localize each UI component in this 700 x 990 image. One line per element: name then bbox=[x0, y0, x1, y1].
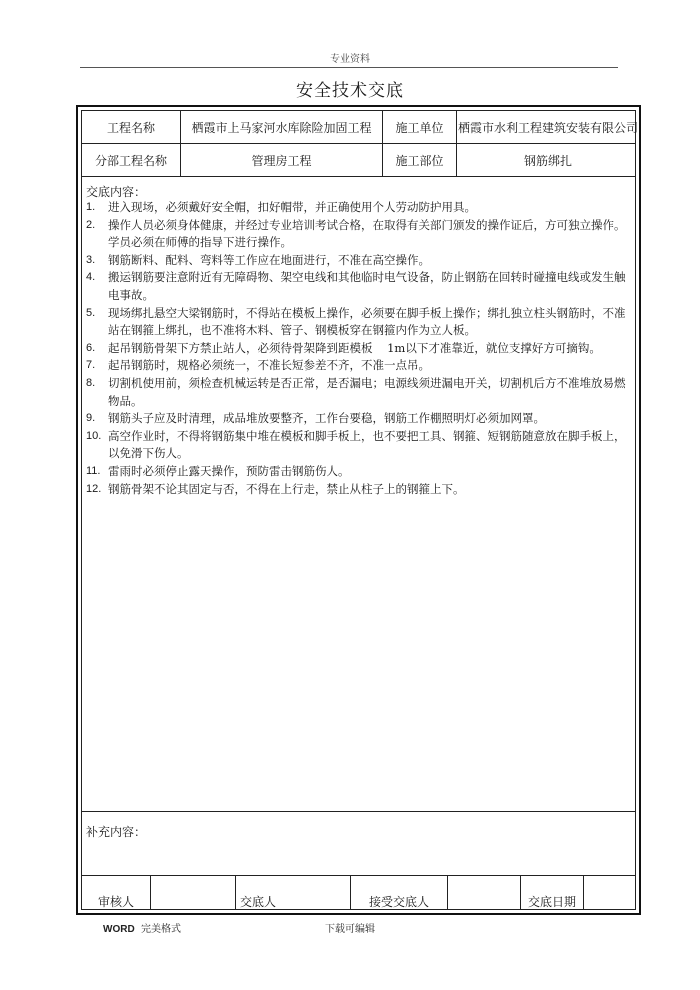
list-item bbox=[86, 252, 634, 270]
reviewer-signature-field[interactable] bbox=[151, 876, 235, 910]
receiver-signature-field[interactable] bbox=[448, 876, 520, 910]
item-text: 切割机使用前，须检查机械运转是否正常，是否漏电；电源线须进漏电开关，切割机后方不准堆放易燃物品。 bbox=[108, 375, 626, 408]
discloser-signature-field[interactable] bbox=[281, 876, 350, 910]
item-number: 7. bbox=[86, 359, 96, 372]
header-rule bbox=[80, 67, 618, 68]
list-item bbox=[86, 269, 634, 304]
footer-download: 下载可编辑 bbox=[325, 924, 375, 935]
position-value: 钢筋绑扎 bbox=[523, 153, 572, 168]
item-text: 高空作业时，不得将钢筋集中堆在模板和脚手板上，也不要把工具、钢箍、短钢筋随意放在脚手板上，以免滑下伤人。 bbox=[108, 428, 626, 461]
sub-project-value: 管理房工程 bbox=[251, 153, 312, 168]
list-item bbox=[86, 357, 634, 375]
discloser-label: 交底人 bbox=[239, 895, 276, 909]
content-label: 交底内容： bbox=[86, 185, 147, 199]
contractor-value: 栖霞市水利工程建筑安装有限公司 bbox=[457, 120, 638, 135]
list-item bbox=[86, 217, 634, 252]
list-item bbox=[86, 463, 634, 481]
list-item bbox=[86, 481, 634, 499]
position-label: 施工部位 bbox=[395, 153, 444, 168]
form-inner-border bbox=[81, 110, 636, 910]
item-number: 10. bbox=[86, 429, 102, 442]
item-number: 5. bbox=[86, 306, 96, 319]
list-item bbox=[86, 199, 634, 217]
list-item bbox=[86, 375, 634, 410]
disclosure-date-label: 交底日期 bbox=[527, 895, 576, 909]
item-text: 进入现场，必须戴好安全帽，扣好帽带，并正确使用个人劳动防护用具。 bbox=[108, 200, 476, 214]
reviewer-label: 审核人 bbox=[97, 895, 134, 909]
item-number: 6. bbox=[86, 341, 96, 354]
row-divider bbox=[82, 176, 635, 177]
footer-word: WORD bbox=[103, 924, 135, 935]
supplement-label: 补充内容： bbox=[86, 825, 147, 839]
footer-format: 完美格式 bbox=[141, 924, 182, 935]
item-text: 起吊钢筋骨架下方禁止站人，必须待骨架降到距模板 1m以下才准靠近，就位支撑好方可摘钩。 bbox=[108, 340, 601, 355]
page-header-label: 专业资料 bbox=[330, 54, 370, 65]
item-text: 钢筋断料、配料、弯料等工作应在地面进行，不准在高空操作。 bbox=[108, 252, 430, 267]
list-item bbox=[86, 410, 634, 428]
receiver-label: 接受交底人 bbox=[368, 895, 429, 909]
item-text: 钢筋头子应及时清理，成品堆放要整齐，工作台要稳，钢筋工作棚照明灯必须加网罩。 bbox=[108, 411, 545, 426]
list-item bbox=[86, 305, 634, 340]
list-item bbox=[86, 340, 634, 358]
item-number: 1. bbox=[86, 201, 96, 213]
item-text: 操作人员必须身体健康，并经过专业培训考试合格，在取得有关部门颁发的操作证后，方可独立操作。学员必须在师傅的指导下进行操作。 bbox=[108, 217, 626, 250]
contractor-label: 施工单位 bbox=[395, 120, 444, 135]
project-name-value: 栖霞市上马家河水库除险加固工程 bbox=[191, 120, 372, 135]
item-number: 9. bbox=[86, 412, 96, 425]
item-number: 4. bbox=[86, 271, 96, 284]
row-divider bbox=[82, 811, 635, 812]
content-list bbox=[86, 199, 634, 498]
item-text: 现场绑扎悬空大梁钢筋时，不得站在模板上操作，必须要在脚手板上操作；绑扎独立柱头钢筋时，不准站在钢箍上绑扎，也不准将木料、管子、钢模板穿在钢箍内作为立人板。 bbox=[108, 305, 626, 338]
item-number: 8. bbox=[86, 376, 96, 389]
list-item bbox=[86, 428, 634, 463]
item-number: 11. bbox=[86, 464, 101, 477]
item-number: 2. bbox=[86, 218, 96, 231]
item-text: 起吊钢筋时，规格必须统一，不准长短参差不齐，不准一点吊。 bbox=[108, 358, 430, 373]
item-text: 钢筋骨架不论其固定与否，不得在上行走，禁止从柱子上的钢箍上下。 bbox=[108, 481, 465, 496]
sub-project-label: 分部工程名称 bbox=[94, 153, 167, 168]
project-name-label: 工程名称 bbox=[106, 120, 155, 135]
item-text: 搬运钢筋要注意附近有无障碍物、架空电线和其他临时电气设备，防止钢筋在回转时碰撞电线或发生触电事故。 bbox=[108, 270, 626, 302]
item-number: 3. bbox=[86, 253, 96, 266]
disclosure-date-field[interactable] bbox=[584, 876, 639, 910]
item-text: 雷雨时必须停止露天操作，预防雷击钢筋伤人。 bbox=[108, 463, 350, 478]
page-title: 安全技术交底 bbox=[296, 81, 404, 101]
disclosure-form bbox=[76, 105, 641, 915]
item-number: 12. bbox=[86, 482, 102, 495]
